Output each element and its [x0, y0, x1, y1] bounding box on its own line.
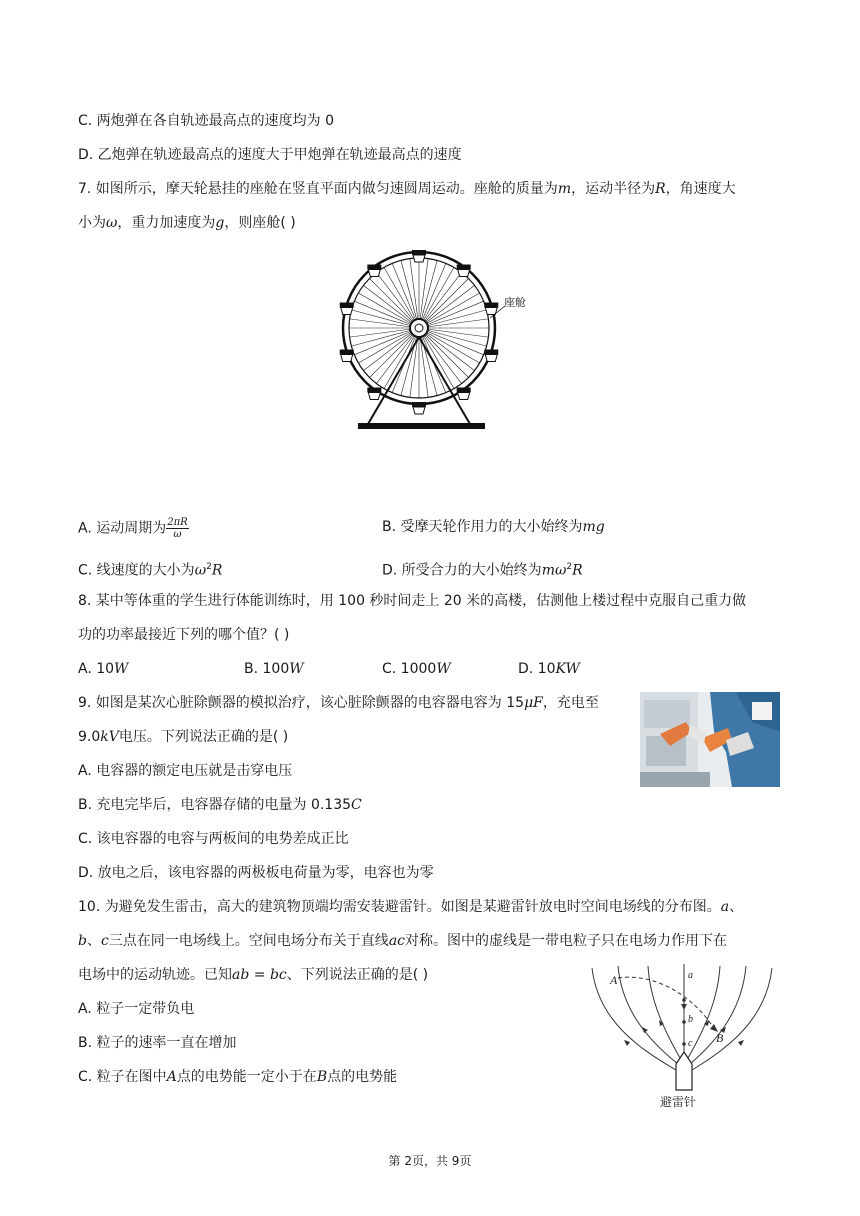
cabin [412, 250, 426, 262]
q7-stem-line1: 7. 如图所示，摩天轮悬挂的座舱在竖直平面内做匀速圆周运动。座舱的质量为m，运动半径为R，角速度大 [78, 181, 736, 197]
q9-stem-line1: 9. 如图是某次心脏除颤器的模拟治疗，该心脏除颤器的电容器电容为 15μF，充电至 [78, 695, 599, 711]
q10-option-a: A. 粒子一定带负电 [78, 1001, 195, 1017]
q8-option-b: B. 100W [244, 661, 304, 677]
q9-option-a: A. 电容器的额定电压就是击穿电压 [78, 763, 293, 779]
cabin [412, 402, 426, 414]
cabin [367, 387, 381, 399]
label-c: c [688, 1038, 693, 1049]
q7-stem-line2: 小为ω，重力加速度为g，则座舱( ) [78, 215, 296, 231]
q7-option-c: C. 线速度的大小为$\omega^2R$ [78, 562, 223, 579]
point-b [682, 1020, 686, 1024]
label-a: a [688, 970, 693, 981]
q7-option-a: A. 运动周期为 $\frac{2\pi R}{\omega}$ [78, 517, 188, 540]
q8-option-a: A. 10W [78, 661, 129, 677]
label-A: A [610, 973, 618, 987]
label-B: B [716, 1031, 724, 1045]
lightning-rod-caption: 避雷针 [660, 1095, 697, 1109]
cabin [340, 349, 354, 361]
support-leg-right [419, 337, 470, 424]
q7-option-d: D. 所受合力的大小始终为$m\omega^2R$ [382, 562, 583, 579]
lightning-rod [676, 1052, 692, 1090]
wheel-hub-center [415, 324, 423, 332]
point-c [682, 1042, 686, 1046]
lightning-rod-field-diagram [588, 960, 778, 1110]
q8-stem-line1: 8. 某中等体重的学生进行体能训练时，用 100 秒时间走上 20 米的高楼，估测他上楼过程中克服自己重力做 [78, 593, 747, 609]
support-leg-left [368, 337, 419, 424]
q10-stem-line3: 电场中的运动轨迹。已知ab = bc、下列说法正确的是( ) [78, 967, 429, 983]
q8-option-c: C. 1000W [382, 661, 451, 677]
q9-stem-line2: 9.0kV电压。下列说法正确的是( ) [78, 729, 289, 745]
cabin-label: 座舱 [504, 297, 526, 309]
q9-option-d: D. 放电之后，该电容器的两极板电荷量为零，电容也为零 [78, 865, 434, 881]
q10-stem-line1: 10. 为避免发生雷击，高大的建筑物顶端均需安装避雷针。如图是某避雷针放电时空间电场线的分布图。a、 [78, 899, 744, 915]
cabin [457, 265, 471, 277]
q7-option-b: B. 受摩天轮作用力的大小始终为mg [382, 519, 605, 535]
q10-option-c: C. 粒子在图中A点的电势能一定小于在B点的电势能 [78, 1069, 398, 1085]
point-a [682, 998, 686, 1002]
cabin [484, 349, 498, 361]
wheel-base [358, 423, 485, 429]
defibrillator-photo [640, 692, 780, 787]
q9-option-b: B. 充电完毕后，电容器存储的电量为 0.135C [78, 797, 362, 813]
particle-trajectory [618, 977, 716, 1032]
cabin [457, 387, 471, 399]
q6-option-d: D. 乙炮弹在轨迹最高点的速度大于甲炮弹在轨迹最高点的速度 [78, 147, 462, 163]
cabin [367, 265, 381, 277]
q9-option-c: C. 该电容器的电容与两板间的电势差成正比 [78, 831, 349, 847]
q10-option-b: B. 粒子的速率一直在增加 [78, 1035, 237, 1051]
period-fraction: $\frac{2\pi R}{\omega}$ [167, 517, 188, 540]
q10-stem-line2: b、c三点在同一电场线上。空间电场分布关于直线ac对称。图中的虚线是一带电粒子只在电场力作用下在 [78, 933, 727, 949]
q8-stem-line2: 功的功率最接近下列的哪个值？( ) [78, 627, 290, 643]
q6-option-c: C. 两炮弹在各自轨迹最高点的速度均为 0 [78, 113, 335, 129]
page-footer: 第 2页，共 9页 [388, 1154, 472, 1168]
q8-option-d: D. 10KW [518, 661, 580, 677]
cabin [340, 303, 354, 315]
label-b: b [688, 1014, 693, 1025]
ferris-wheel-figure [330, 238, 526, 434]
